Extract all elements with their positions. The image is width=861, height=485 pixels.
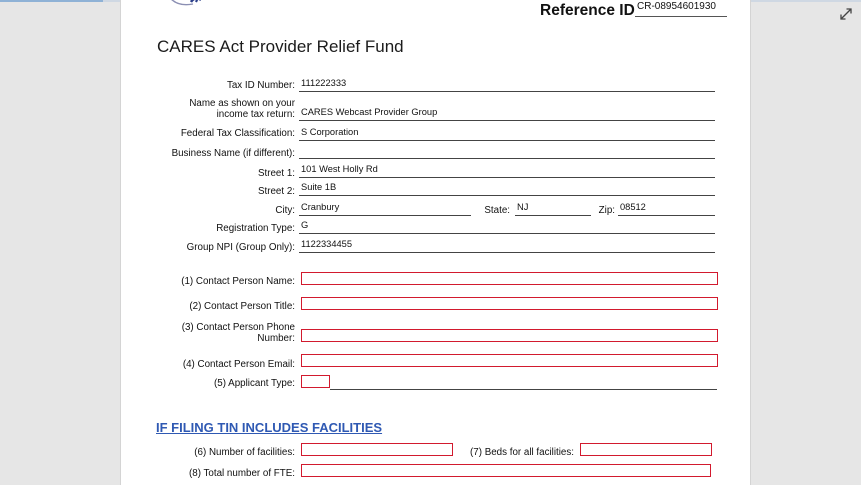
contact-name-input[interactable] bbox=[301, 272, 718, 285]
expand-arrows-icon[interactable] bbox=[838, 6, 854, 22]
contact-email-label: (4) Contact Person Email: bbox=[182, 359, 295, 370]
contact-email-input[interactable] bbox=[301, 354, 718, 367]
applicant-type-label: (5) Applicant Type: bbox=[214, 378, 295, 389]
hhs-logo-icon bbox=[159, 0, 219, 14]
fte-input[interactable] bbox=[301, 464, 711, 477]
city-label: City: bbox=[275, 205, 295, 216]
fte-label: (8) Total number of FTE: bbox=[189, 468, 295, 479]
zip-field[interactable]: 08512 bbox=[618, 201, 715, 216]
contact-phone-input[interactable] bbox=[301, 329, 718, 342]
registration-type-field[interactable]: G bbox=[299, 219, 715, 234]
applicant-type-input[interactable] bbox=[301, 375, 330, 388]
street1-field[interactable]: 101 West Holly Rd bbox=[299, 163, 715, 178]
form-page bbox=[120, 0, 751, 485]
state-field[interactable]: NJ bbox=[515, 201, 591, 216]
city-field[interactable]: Cranbury bbox=[299, 201, 471, 216]
federal-tax-field[interactable]: S Corporation bbox=[299, 126, 715, 141]
federal-tax-label: Federal Tax Classification: bbox=[180, 128, 295, 139]
name-label-line2: income tax return: bbox=[216, 109, 295, 120]
contact-name-label: (1) Contact Person Name: bbox=[181, 276, 295, 287]
num-facilities-input[interactable] bbox=[301, 443, 453, 456]
num-facilities-label: (6) Number of facilities: bbox=[194, 447, 295, 458]
street2-field[interactable]: Suite 1B bbox=[299, 181, 715, 196]
contact-title-input[interactable] bbox=[301, 297, 718, 310]
tax-id-field[interactable]: 111222333 bbox=[299, 77, 715, 92]
facilities-section-heading: IF FILING TIN INCLUDES FACILITIES bbox=[156, 420, 383, 435]
registration-type-label: Registration Type: bbox=[216, 223, 295, 234]
name-label-line1: Name as shown on your bbox=[189, 98, 295, 109]
contact-phone-label-line1: (3) Contact Person Phone bbox=[181, 322, 295, 333]
group-npi-field[interactable]: 1122334455 bbox=[299, 238, 715, 253]
contact-title-label: (2) Contact Person Title: bbox=[189, 301, 295, 312]
name-field[interactable]: CARES Webcast Provider Group bbox=[299, 106, 715, 121]
zip-label: Zip: bbox=[598, 205, 615, 216]
reference-id-value[interactable]: CR-08954601930 bbox=[635, 1, 727, 17]
page-title: CARES Act Provider Relief Fund bbox=[157, 37, 404, 56]
top-bar-accent bbox=[0, 0, 103, 2]
reference-id-label: Reference ID bbox=[540, 2, 635, 19]
applicant-type-underline bbox=[330, 388, 717, 390]
group-npi-label: Group NPI (Group Only): bbox=[186, 242, 295, 253]
beds-label: (7) Beds for all facilities: bbox=[470, 447, 574, 458]
beds-input[interactable] bbox=[580, 443, 712, 456]
state-label: State: bbox=[484, 205, 510, 216]
contact-phone-label-line2: Number: bbox=[257, 333, 295, 344]
street1-label: Street 1: bbox=[257, 168, 295, 179]
business-name-field[interactable] bbox=[299, 144, 715, 159]
business-name-label: Business Name (if different): bbox=[171, 148, 295, 159]
street2-label: Street 2: bbox=[257, 186, 295, 197]
tax-id-label: Tax ID Number: bbox=[226, 80, 295, 91]
